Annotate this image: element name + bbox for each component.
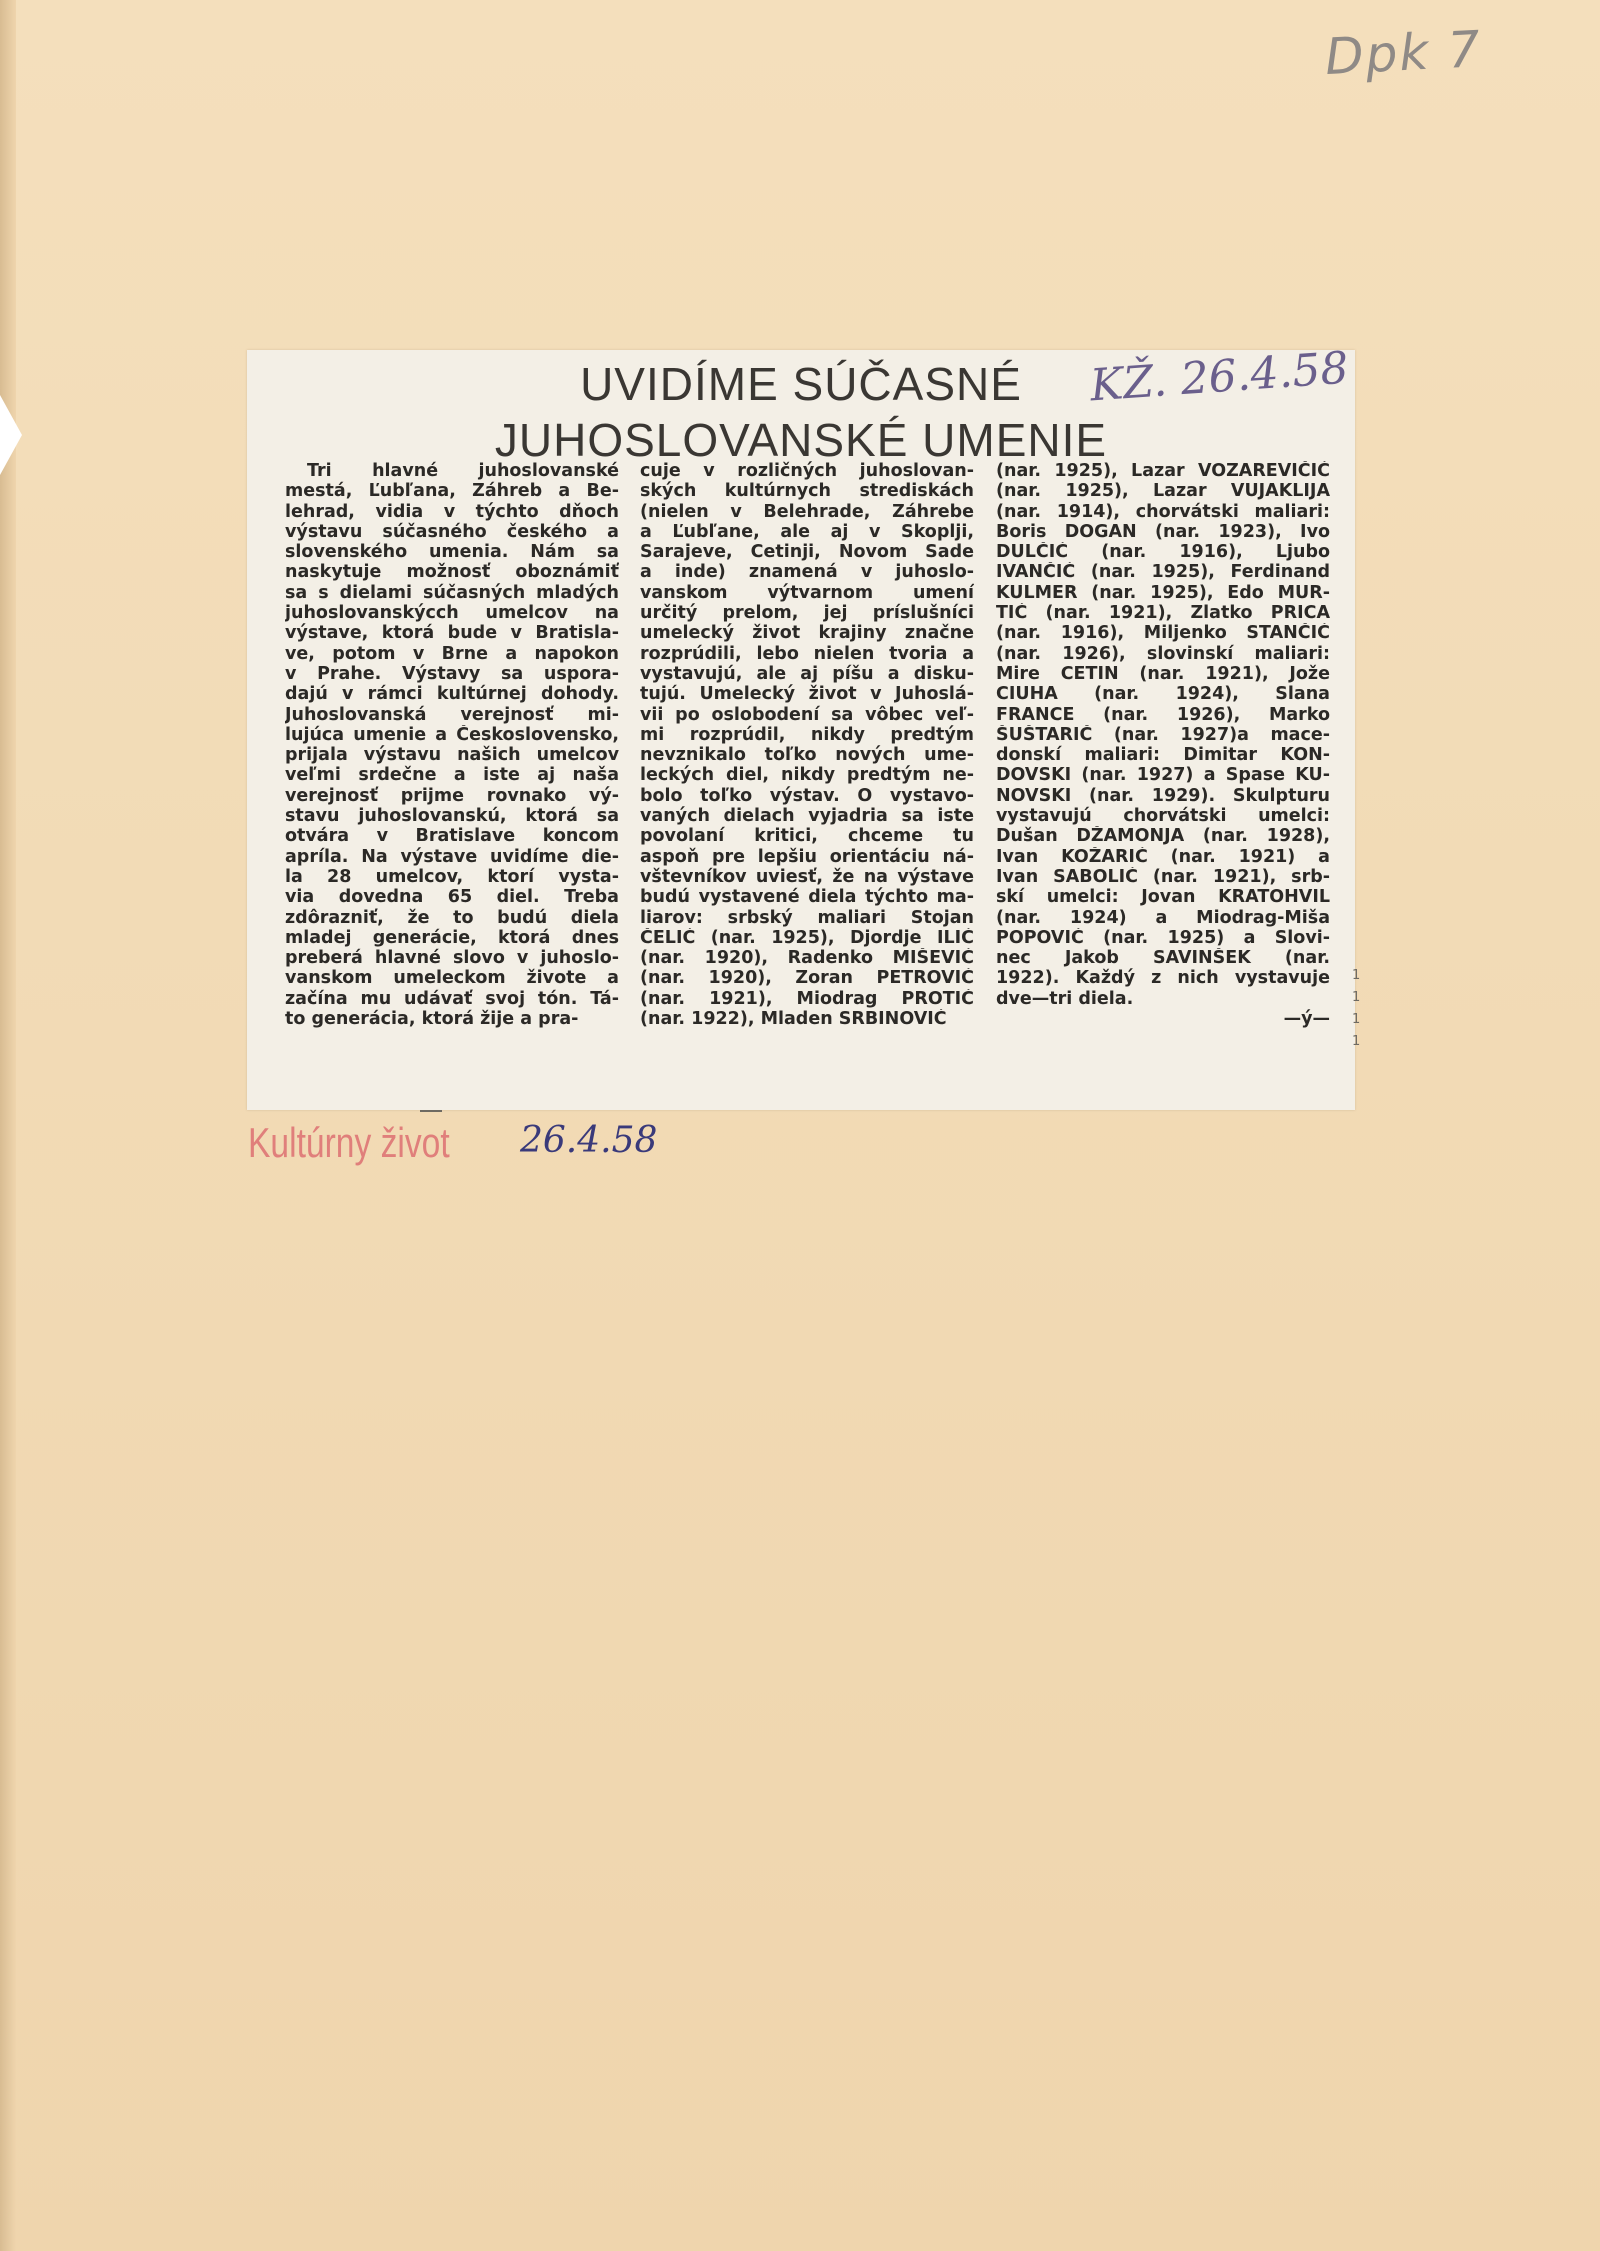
article-line: preberá hlavné slovo v juhoslo- <box>285 948 619 969</box>
article-line: a inde) znamená v juhoslo- <box>640 562 974 583</box>
article-column-2 <box>640 461 974 1101</box>
article-line: (nar. 1925), Lazar VOZAREVIČIĆ <box>996 461 1330 481</box>
article-line: (nar. 1920), Zoran PETROVIĆ <box>640 968 974 989</box>
article-column-1 <box>285 461 619 1101</box>
article-line: a Ľubľane, ale aj v Skoplji, <box>640 521 974 542</box>
article-line: vystavujú chorvátski umelci: <box>996 806 1330 827</box>
margin-mark: 1 <box>1352 968 1361 983</box>
article-line: v Prahe. Výstavy sa uspora- <box>285 663 619 684</box>
article-line: Ivan KOŽARIĆ (nar. 1921) a <box>996 846 1330 867</box>
pencil-archive-note: Dpk 7 <box>1323 20 1484 87</box>
article-line: (nar. 1914), chorvátski maliari: <box>996 501 1330 522</box>
article-line: skí umelci: Jovan KRATOHVIL <box>996 887 1330 908</box>
article-body <box>285 461 1330 1101</box>
article-line: naskytuje možnosť oboznámiť <box>285 562 619 583</box>
article-line: vanskom umeleckom živote a <box>285 968 619 989</box>
article-line: Juhoslovanská verejnosť mi- <box>285 704 619 725</box>
article-line: otvára v Bratislave koncom <box>285 826 619 847</box>
separator-dash <box>420 1110 442 1112</box>
source-stamp: Kultúrny život <box>248 1119 450 1166</box>
headline-line-1: UVIDÍME SÚČASNÉ <box>580 358 1022 410</box>
article-line: začína mu udávať svoj tón. Tá- <box>285 988 619 1009</box>
margin-mark: 1 <box>1352 990 1361 1005</box>
article-line: Boris DOGAN (nar. 1923), Ivo <box>996 521 1330 542</box>
article-line: mestá, Ľubľana, Záhreb a Be- <box>285 481 619 502</box>
newspaper-clipping <box>247 342 1355 1110</box>
article-line: vystavujú, ale aj píšu a disku- <box>640 663 974 684</box>
article-line: ČELIĆ (nar. 1925), Djordje ILIĆ <box>640 927 974 948</box>
article-line: dve—tri diela. <box>996 988 1134 1009</box>
article-line: lujúca umenie a Československo, <box>285 724 619 745</box>
article-line: povolaní kritici, chceme tu <box>640 826 974 847</box>
article-line: Ivan SABOLIĆ (nar. 1921), srb- <box>996 866 1330 887</box>
article-line: juhoslovanskýcch umelcov na <box>285 603 619 624</box>
article-line: DULČIĆ (nar. 1916), Ljubo <box>996 542 1330 563</box>
article-line: ŠUŠTARIČ (nar. 1927)a mace- <box>996 724 1330 745</box>
margin-mark: 1 <box>1352 1034 1361 1049</box>
article-line: (nar. 1920), Radenko MIŠEVIĆ <box>640 948 974 969</box>
article-line: vaných dielach vyjadria sa iste <box>640 806 974 827</box>
article-line: bolo toľko výstav. O vystavo- <box>640 785 974 806</box>
source-handwritten-date: 26.4.58 <box>520 1120 658 1161</box>
article-line: 1922). Každý z nich vystavuje <box>996 968 1330 989</box>
article-line: vanskom výtvarnom umení <box>640 582 974 603</box>
article-line: slovenského umenia. Nám sa <box>285 542 619 563</box>
article-line: aspoň pre lepšiu orientáciu ná- <box>640 846 974 867</box>
article-line: výstavu súčasného českého a <box>285 521 619 542</box>
article-line: ve, potom v Brne a napokon <box>285 643 619 664</box>
article-line: DOVSKI (nar. 1927) a Spase KU- <box>996 765 1330 786</box>
article-column-3 <box>996 461 1330 1101</box>
article-line: budú vystavené diela týchto ma- <box>640 887 974 908</box>
handwritten-date: KŽ. 26.4.58 <box>1088 342 1351 412</box>
margin-marks <box>1352 965 1364 1075</box>
article-line: vštevníkov uviesť, že na výstave <box>640 866 974 887</box>
article-line: nec Jakob SAVINŠEK (nar. <box>996 948 1330 969</box>
article-line: výstave, ktorá bude v Bratisla- <box>285 623 619 644</box>
article-line: Tri hlavné juhoslovanské <box>307 461 619 481</box>
article-line: donskí maliari: Dimitar KON- <box>996 745 1330 766</box>
article-line: prijala výstavu našich umelcov <box>285 745 619 766</box>
article-line: zdôrazniť, že to budú diela <box>285 907 619 928</box>
article-line: cuje v rozličných juhoslovan- <box>640 461 974 481</box>
article-line: rozprúdili, lebo nielen tvoria a <box>640 643 974 664</box>
article-line: ských kultúrnych strediskách <box>640 481 974 502</box>
article-line: mi rozprúdil, nikdy predtým <box>640 724 974 745</box>
article-line: umelecký život krajiny značne <box>640 623 974 644</box>
white-edge-mark <box>0 395 22 475</box>
article-line: KULMER (nar. 1925), Edo MUR- <box>996 582 1330 603</box>
article-line: Dušan DŽAMONJA (nar. 1928), <box>996 826 1330 847</box>
sheet-left-edge <box>0 0 16 2251</box>
article-line: dajú v rámci kultúrnej dohody. <box>285 684 619 705</box>
article-line: via dovedna 65 diel. Treba <box>285 887 619 908</box>
article-line: veľmi srdečne a iste aj naša <box>285 765 619 786</box>
article-line: lehrad, vidia v týchto dňoch <box>285 501 619 522</box>
article-line: to generácia, ktorá žije a pra- <box>285 1009 579 1030</box>
article-signature: —ý— <box>1283 1009 1330 1030</box>
margin-mark: 1 <box>1352 1012 1361 1027</box>
article-line: (nar. 1925), Lazar VUJAKLIJA <box>996 481 1330 502</box>
article-line: určitý prelom, jej príslušníci <box>640 603 974 624</box>
article-line: (nar. 1921), Miodrag PROTIĆ <box>640 988 974 1009</box>
article-line: Mire CETIN (nar. 1921), Jože <box>996 663 1330 684</box>
article-line: Sarajeve, Cetinji, Novom Sade <box>640 542 974 563</box>
article-line: FRANCE (nar. 1926), Marko <box>996 704 1330 725</box>
headline-line-2: JUHOSLOVANSKÉ UMENIE <box>494 414 1108 466</box>
article-line: (nar. 1926), slovinskí maliari: <box>996 643 1330 664</box>
article-line: NOVSKI (nar. 1929). Skulpturu <box>996 785 1330 806</box>
article-line: TIĆ (nar. 1921), Zlatko PRICA <box>996 603 1330 624</box>
article-line: sa s dielami súčasných mladých <box>285 582 619 603</box>
article-line: apríla. Na výstave uvidíme die- <box>285 846 619 867</box>
article-line: la 28 umelcov, ktorí vysta- <box>285 866 619 887</box>
article-line: (nar. 1916), Miljenko STANČIĆ <box>996 623 1330 644</box>
article-line: nevznikalo toľko nových ume- <box>640 745 974 766</box>
article-line: POPOVIĆ (nar. 1925) a Slovi- <box>996 927 1330 948</box>
article-line: CIUHA (nar. 1924), Slana <box>996 684 1330 705</box>
article-line: tujú. Umelecký život v Juhoslá- <box>640 684 974 705</box>
article-line: liarov: srbský maliari Stojan <box>640 907 974 928</box>
article-line: (nar. 1922), Mladen SRBINOVIĆ <box>640 1009 947 1030</box>
article-line: leckých diel, nikdy predtým ne- <box>640 765 974 786</box>
article-line: (nar. 1924) a Miodrag-Miša <box>996 907 1330 928</box>
article-line: mladej generácie, ktorá dnes <box>285 927 619 948</box>
article-line: (nielen v Belehrade, Záhrebe <box>640 501 974 522</box>
article-line: vii po oslobodení sa vôbec veľ- <box>640 704 974 725</box>
article-line: IVANČIĆ (nar. 1925), Ferdinand <box>996 562 1330 583</box>
article-line: stavu juhoslovanskú, ktorá sa <box>285 806 619 827</box>
article-line: verejnosť prijme rovnako vý- <box>285 785 619 806</box>
